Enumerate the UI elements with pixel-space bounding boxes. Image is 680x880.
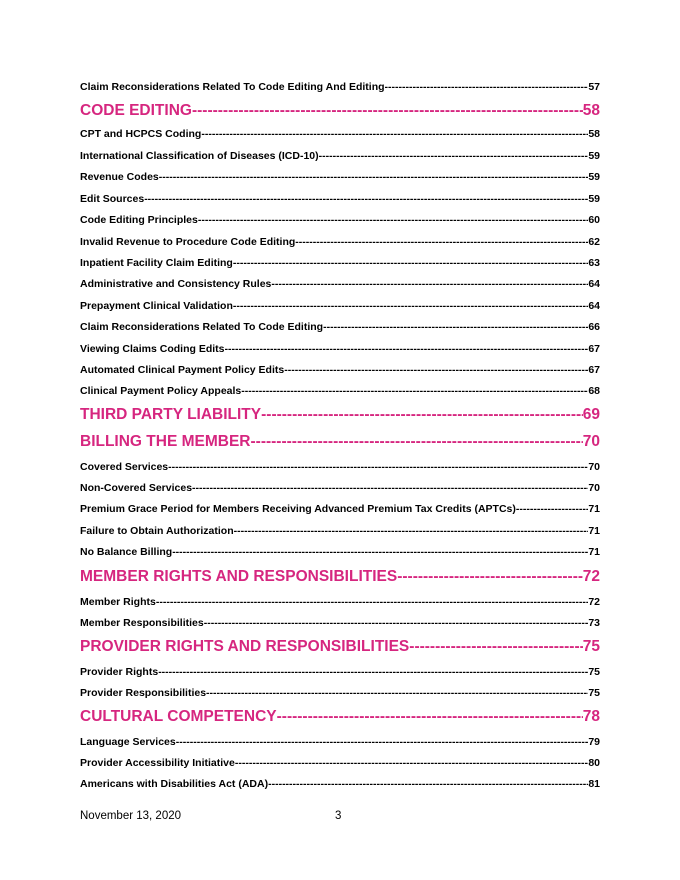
dot-leader xyxy=(156,595,588,609)
dot-leader xyxy=(319,149,589,163)
toc-entry-title: Claim Reconsiderations Related To Code Editing And Editing xyxy=(80,81,385,93)
toc-entry[interactable] xyxy=(80,256,600,270)
toc-entry-title: THIRD PARTY LIABILITY xyxy=(80,406,262,423)
toc-entry-title: Claim Reconsiderations Related To Code Editing xyxy=(80,321,324,333)
toc-page-number: 67 xyxy=(588,343,600,355)
toc-page-number: 67 xyxy=(588,364,600,376)
toc-entry[interactable] xyxy=(80,80,600,94)
toc-entry[interactable] xyxy=(80,235,600,249)
toc-entry[interactable] xyxy=(80,665,600,679)
toc-page-number: 71 xyxy=(588,546,600,558)
toc-entry[interactable] xyxy=(80,524,600,538)
toc-entry-title: MEMBER RIGHTS AND RESPONSIBILITIES xyxy=(80,568,398,585)
toc-page-number: 73 xyxy=(588,617,600,629)
dot-leader xyxy=(168,460,588,474)
toc-entry[interactable] xyxy=(80,320,600,334)
toc-page-number: 71 xyxy=(588,525,600,537)
toc-entry[interactable] xyxy=(80,502,600,516)
dot-leader xyxy=(144,192,588,206)
dot-leader xyxy=(225,342,589,356)
footer-page-number: 3 xyxy=(335,810,342,822)
toc-entry[interactable] xyxy=(80,170,600,184)
dot-leader xyxy=(201,127,588,141)
dot-leader xyxy=(206,686,588,700)
toc-entry-title: Language Services xyxy=(80,736,176,748)
dot-leader xyxy=(295,235,588,249)
dot-leader xyxy=(516,502,588,516)
dot-leader xyxy=(261,405,583,425)
toc-page-number: 70 xyxy=(588,461,600,473)
toc-page-number: 63 xyxy=(588,257,600,269)
dot-leader xyxy=(251,432,583,452)
toc-section-heading[interactable] xyxy=(80,101,600,121)
dot-leader xyxy=(158,665,588,679)
dot-leader xyxy=(234,524,589,538)
toc-section-heading[interactable] xyxy=(80,567,600,587)
toc-page-number: 58 xyxy=(582,102,600,119)
toc-entry-title: Provider Rights xyxy=(80,666,159,678)
toc-entry[interactable] xyxy=(80,735,600,749)
dot-leader xyxy=(192,101,583,121)
toc-entry[interactable] xyxy=(80,481,600,495)
toc-entry-title: Failure to Obtain Authorization xyxy=(80,525,234,537)
toc-section-heading[interactable] xyxy=(80,707,600,727)
toc-page-number: 60 xyxy=(588,214,600,226)
toc-page-number: 59 xyxy=(588,171,600,183)
toc-entry-title: Premium Grace Period for Members Receiving Advanced Premium Tax Credits (APTCs) xyxy=(80,503,516,515)
toc-page-number: 72 xyxy=(582,568,600,585)
dot-leader xyxy=(159,170,589,184)
footer-date: November 13, 2020 xyxy=(80,810,182,822)
toc-page-number: 79 xyxy=(588,736,600,748)
toc-entry[interactable] xyxy=(80,545,600,559)
toc-section-heading[interactable] xyxy=(80,432,600,452)
toc-page-number: 68 xyxy=(588,385,600,397)
toc-entry-title: Provider Responsibilities xyxy=(80,687,207,699)
dot-leader xyxy=(233,256,588,270)
dot-leader xyxy=(198,213,588,227)
toc-entry-title: International Classification of Diseases (ICD-10) xyxy=(80,150,319,162)
toc-entry-title: Member Rights xyxy=(80,596,156,608)
dot-leader xyxy=(397,567,583,587)
toc-entry-title: Invalid Revenue to Procedure Code Editing xyxy=(80,236,296,248)
toc-entry[interactable] xyxy=(80,299,600,313)
toc-entry[interactable] xyxy=(80,363,600,377)
toc-page-number: 62 xyxy=(588,236,600,248)
toc-entry-title: Inpatient Facility Claim Editing xyxy=(80,257,233,269)
dot-leader xyxy=(323,320,588,334)
dot-leader xyxy=(409,637,582,657)
toc-entry-title: Covered Services xyxy=(80,461,169,473)
toc-entry[interactable] xyxy=(80,756,600,770)
toc-entry-title: Member Responsibilities xyxy=(80,617,204,629)
toc-page-number: 64 xyxy=(588,300,600,312)
dot-leader xyxy=(176,735,589,749)
toc-page-number: 57 xyxy=(588,81,600,93)
dot-leader xyxy=(385,80,589,94)
dot-leader xyxy=(277,707,583,727)
toc-page-number: 75 xyxy=(582,638,600,655)
toc-entry[interactable] xyxy=(80,127,600,141)
toc-page-number: 58 xyxy=(588,128,600,140)
toc-entry[interactable] xyxy=(80,192,600,206)
toc-entry[interactable] xyxy=(80,277,600,291)
toc-entry[interactable] xyxy=(80,342,600,356)
toc-page-number: 71 xyxy=(588,503,600,515)
toc-page-number: 75 xyxy=(588,666,600,678)
toc-entry-title: Prepayment Clinical Validation xyxy=(80,300,233,312)
toc-entry[interactable] xyxy=(80,213,600,227)
toc-page-number: 59 xyxy=(588,150,600,162)
toc-entry-title: Provider Accessibility Initiative xyxy=(80,757,235,769)
toc-page-number: 70 xyxy=(588,482,600,494)
toc-entry[interactable] xyxy=(80,595,600,609)
toc-entry[interactable] xyxy=(80,777,600,791)
dot-leader xyxy=(172,545,588,559)
dot-leader xyxy=(204,616,589,630)
toc-section-heading[interactable] xyxy=(80,637,600,657)
toc-entry[interactable] xyxy=(80,686,600,700)
toc-page-number: 70 xyxy=(582,433,600,450)
toc-page-number: 59 xyxy=(588,193,600,205)
dot-leader xyxy=(268,777,588,791)
toc-page-number: 69 xyxy=(582,406,600,423)
toc-entry-title: Revenue Codes xyxy=(80,171,159,183)
toc-page-number: 80 xyxy=(588,757,600,769)
dot-leader xyxy=(284,363,588,377)
toc-entry-title: Code Editing Principles xyxy=(80,214,198,226)
toc-entry-title: CULTURAL COMPETENCY xyxy=(80,708,277,725)
toc-entry-title: CODE EDITING xyxy=(80,102,192,119)
toc-page-number: 64 xyxy=(588,278,600,290)
toc-page-number: 81 xyxy=(588,778,600,790)
dot-leader xyxy=(233,299,588,313)
dot-leader xyxy=(271,277,588,291)
toc-page-number: 75 xyxy=(588,687,600,699)
toc-entry-title: Automated Clinical Payment Policy Edits xyxy=(80,364,285,376)
toc-entry-title: CPT and HCPCS Coding xyxy=(80,128,202,140)
toc-page-number: 78 xyxy=(582,708,600,725)
toc-entry-title: BILLING THE MEMBER xyxy=(80,433,251,450)
toc-entry[interactable] xyxy=(80,616,600,630)
dot-leader xyxy=(241,384,588,398)
toc-entry-title: Administrative and Consistency Rules xyxy=(80,278,272,290)
toc-page-number: 66 xyxy=(588,321,600,333)
toc-entry-title: Clinical Payment Policy Appeals xyxy=(80,385,242,397)
toc-entry[interactable] xyxy=(80,384,600,398)
toc-page-number: 72 xyxy=(588,596,600,608)
toc-entry-title: Americans with Disabilities Act (ADA) xyxy=(80,778,269,790)
dot-leader xyxy=(192,481,588,495)
toc-entry[interactable] xyxy=(80,460,600,474)
toc-entry-title: Edit Sources xyxy=(80,193,145,205)
toc-entry-title: Viewing Claims Coding Edits xyxy=(80,343,225,355)
dot-leader xyxy=(235,756,588,770)
toc-entry-title: Non-Covered Services xyxy=(80,482,193,494)
toc-entry[interactable] xyxy=(80,149,600,163)
toc-entry-title: PROVIDER RIGHTS AND RESPONSIBILITIES xyxy=(80,638,410,655)
toc-entry-title: No Balance Billing xyxy=(80,546,173,558)
toc-section-heading[interactable] xyxy=(80,405,600,425)
